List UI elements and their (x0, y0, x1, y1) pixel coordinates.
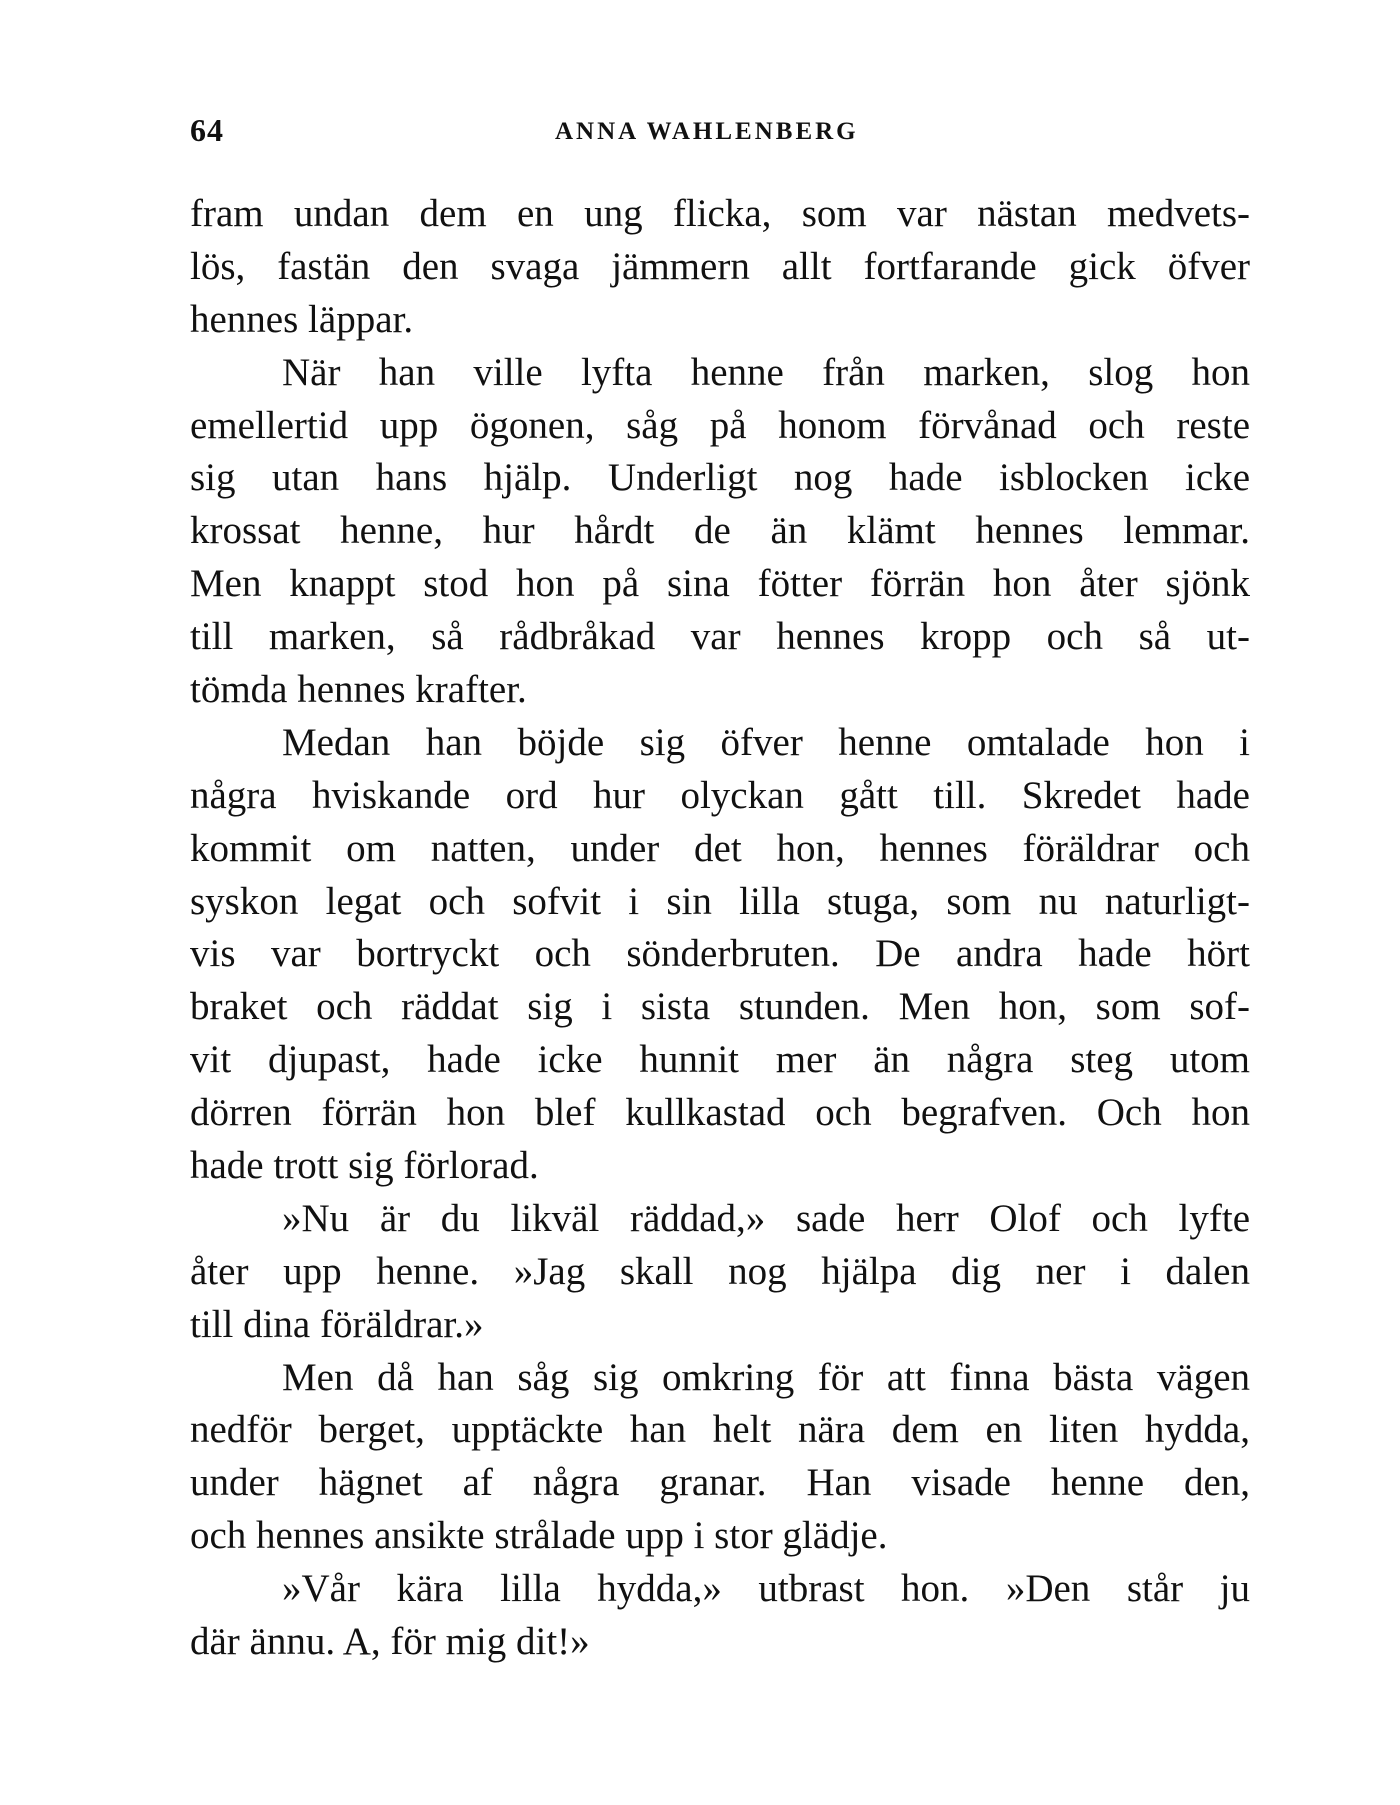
text-line: dörren förrän hon blef kullkastad och begrafven. Och hon (190, 1091, 1250, 1135)
text-line: Medan han böjde sig öfver henne omtalade hon i (282, 720, 1250, 764)
text-line: där ännu. A, för mig dit!» (190, 1620, 590, 1664)
text-line: tömda hennes krafter. (190, 668, 527, 712)
text-line: vit djupast, hade icke hunnit mer än några steg utom (190, 1038, 1250, 1082)
text-line: och hennes ansikte strålade upp i stor glädje. (190, 1514, 888, 1558)
page-number: 64 (190, 112, 224, 148)
text-line: hade trott sig förlorad. (190, 1144, 539, 1188)
running-head (190, 112, 1250, 162)
text-line: Men knappt stod hon på sina fötter förrän hon åter sjönk (190, 562, 1250, 606)
text-line: syskon legat och sofvit i sin lilla stuga, som nu naturligt- (190, 879, 1250, 923)
text-line: braket och räddat sig i sista stunden. Men hon, som sof- (190, 985, 1250, 1029)
text-line: emellertid upp ögonen, såg på honom förvånad och reste (190, 403, 1250, 447)
text-line: under hägnet af några granar. Han visade henne den, (190, 1461, 1250, 1505)
text-line: sig utan hans hjälp. Underligt nog hade isblocken icke (190, 456, 1250, 500)
text-line: till dina föräldrar.» (190, 1302, 484, 1346)
text-line: lös, fastän den svaga jämmern allt fortfarande gick öfver (190, 244, 1250, 288)
running-title: ANNA WAHLENBERG (555, 118, 859, 145)
text-line: »Vår kära lilla hydda,» utbrast hon. »Den står ju (282, 1567, 1250, 1611)
text-line: krossat henne, hur hårdt de än klämt hennes lemmar. (190, 509, 1250, 553)
text-line: hennes läppar. (190, 297, 414, 341)
text-line: åter upp henne. »Jag skall nog hjälpa dig ner i dalen (190, 1249, 1250, 1293)
text-line: nedför berget, upptäckte han helt nära dem en liten hydda, (190, 1408, 1250, 1452)
text-line: »Nu är du likväl räddad,» sade herr Olof och lyfte (282, 1196, 1250, 1240)
text-line: Men då han såg sig omkring för att finna bästa vägen (282, 1355, 1250, 1399)
text-line: När han ville lyfta henne från marken, slog hon (282, 350, 1250, 394)
text-line: några hviskande ord hur olyckan gått till. Skredet hade (190, 773, 1250, 817)
text-line: fram undan dem en ung flicka, som var nästan medvets- (190, 192, 1250, 235)
body-text (190, 188, 1250, 1669)
text-line: till marken, så rådbråkad var hennes kropp och så ut- (190, 615, 1250, 659)
text-line: vis var bortryckt och sönderbruten. De andra hade hört (190, 932, 1250, 976)
text-line: kommit om natten, under det hon, hennes föräldrar och (190, 826, 1250, 870)
